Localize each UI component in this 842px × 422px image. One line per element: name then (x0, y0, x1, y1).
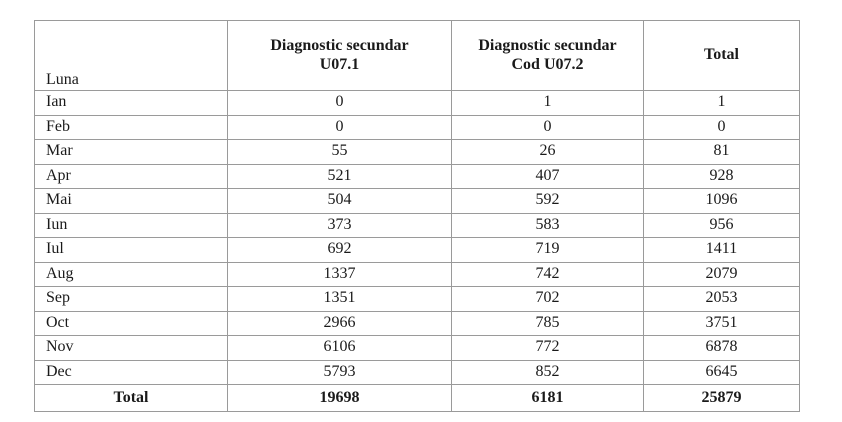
header-total: Total (644, 21, 800, 91)
table-header (35, 21, 800, 91)
month-cell: Oct (35, 311, 228, 336)
header-row (35, 21, 800, 91)
u071-cell: 1337 (228, 262, 452, 287)
table-row (35, 311, 800, 336)
total-cell: 928 (644, 164, 800, 189)
header-u072-text: Diagnostic secundar Cod U07.2 (478, 37, 617, 73)
u072-cell: 772 (452, 336, 644, 361)
header-u071 (228, 21, 452, 91)
month-cell: Sep (35, 287, 228, 312)
total-cell: 6878 (644, 336, 800, 361)
table-row (35, 91, 800, 116)
month-cell: Mai (35, 189, 228, 214)
u072-cell: 702 (452, 287, 644, 312)
table-row (35, 189, 800, 214)
total-u072: 6181 (452, 385, 644, 412)
table-row (35, 164, 800, 189)
total-cell: 956 (644, 213, 800, 238)
month-cell: Mar (35, 140, 228, 165)
grand-total: 25879 (644, 385, 800, 412)
u071-cell: 504 (228, 189, 452, 214)
total-cell: 0 (644, 115, 800, 140)
month-cell: Nov (35, 336, 228, 361)
u071-cell: 55 (228, 140, 452, 165)
u072-cell: 26 (452, 140, 644, 165)
total-cell: 1096 (644, 189, 800, 214)
u072-cell: 785 (452, 311, 644, 336)
total-cell: 81 (644, 140, 800, 165)
table-row (35, 115, 800, 140)
total-cell: 2079 (644, 262, 800, 287)
table-footer (35, 385, 800, 412)
u072-cell: 852 (452, 360, 644, 385)
u072-cell: 742 (452, 262, 644, 287)
u072-cell: 592 (452, 189, 644, 214)
u071-cell: 521 (228, 164, 452, 189)
table-row (35, 360, 800, 385)
header-luna: Luna (35, 21, 228, 91)
total-label: Total (35, 385, 228, 412)
header-u072 (452, 21, 644, 91)
month-cell: Feb (35, 115, 228, 140)
table-row (35, 262, 800, 287)
month-cell: Aug (35, 262, 228, 287)
u071-cell: 1351 (228, 287, 452, 312)
u072-cell: 719 (452, 238, 644, 263)
total-cell: 1411 (644, 238, 800, 263)
table-row (35, 336, 800, 361)
u071-cell: 692 (228, 238, 452, 263)
total-cell: 6645 (644, 360, 800, 385)
total-cell: 2053 (644, 287, 800, 312)
total-cell: 1 (644, 91, 800, 116)
u072-cell: 1 (452, 91, 644, 116)
u071-cell: 2966 (228, 311, 452, 336)
u071-cell: 5793 (228, 360, 452, 385)
u071-cell: 373 (228, 213, 452, 238)
month-cell: Ian (35, 91, 228, 116)
u072-cell: 0 (452, 115, 644, 140)
month-cell: Apr (35, 164, 228, 189)
table-row (35, 140, 800, 165)
u071-cell: 6106 (228, 336, 452, 361)
u072-cell: 583 (452, 213, 644, 238)
header-u071-text: Diagnostic secundar U07.1 (270, 37, 409, 73)
monthly-diagnostics-table (34, 20, 800, 412)
total-row (35, 385, 800, 412)
u072-cell: 407 (452, 164, 644, 189)
u071-cell: 0 (228, 115, 452, 140)
table-row (35, 287, 800, 312)
month-cell: Iul (35, 238, 228, 263)
total-cell: 3751 (644, 311, 800, 336)
month-cell: Iun (35, 213, 228, 238)
total-u071: 19698 (228, 385, 452, 412)
table-row (35, 238, 800, 263)
table-body (35, 91, 800, 385)
month-cell: Dec (35, 360, 228, 385)
u071-cell: 0 (228, 91, 452, 116)
table-row (35, 213, 800, 238)
